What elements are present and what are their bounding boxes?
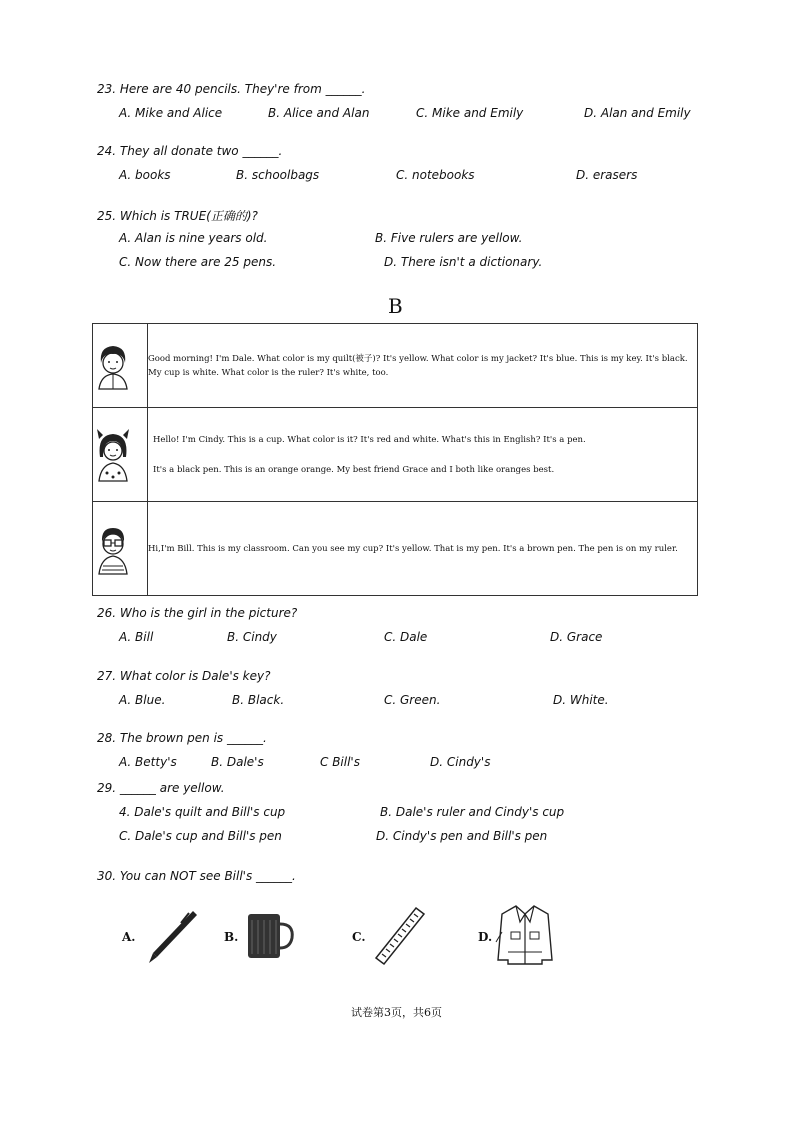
q28-option-a[interactable]: A. Betty's — [119, 755, 177, 769]
dale-portrait — [93, 324, 148, 408]
cindy-line-1: Hello! I'm Cindy. This is a cup. What color is it? It's red and white. What's this in English? It's a pen. — [153, 434, 586, 445]
question-26: 26. Who is the girl in the picture? — [97, 606, 298, 620]
q23-option-d[interactable]: D. Alan and Emily — [584, 106, 691, 120]
bill-text: Hi,I'm Bill. This is my classroom. Can you see my cup? It's yellow. That is my pen. It's a brown pen. The pen is on my ruler. — [148, 502, 698, 596]
q26-option-c[interactable]: C. Dale — [384, 630, 428, 644]
passage-table — [92, 323, 698, 596]
dale-text: Good morning! I'm Dale. What color is my quilt(被子)? It's yellow. What color is my jacket? It's blue. This is my key. It's black. My cup is white. What color is the ruler? It's white, too. — [148, 324, 698, 408]
question-23: 23. Here are 40 pencils. They're from ______. — [97, 82, 366, 96]
q26-option-d[interactable]: D. Grace — [550, 630, 603, 644]
q23-option-c[interactable]: C. Mike and Emily — [416, 106, 524, 120]
q30-option-c[interactable]: C. — [352, 930, 366, 944]
q30-option-b[interactable]: B. — [224, 930, 239, 944]
question-28: 28. The brown pen is ______. — [97, 731, 267, 745]
q29-option-d[interactable]: D. Cindy's pen and Bill's pen — [376, 829, 548, 843]
q27-option-c[interactable]: C. Green. — [384, 693, 441, 707]
q24-option-b[interactable]: B. schoolbags — [236, 168, 320, 182]
question-27: 27. What color is Dale's key? — [97, 669, 271, 683]
cindy-portrait — [93, 408, 148, 502]
cindy-text — [148, 408, 698, 502]
q30-option-a[interactable]: A. — [122, 930, 136, 944]
q30-option-d[interactable]: D. — [478, 930, 493, 944]
q25-option-b[interactable]: B. Five rulers are yellow. — [375, 231, 523, 245]
q25-option-c[interactable]: C. Now there are 25 pens. — [119, 255, 277, 269]
passage-row-bill — [93, 502, 698, 596]
question-24: 24. They all donate two ______. — [97, 144, 283, 158]
q29-option-c[interactable]: C. Dale's cup and Bill's pen — [119, 829, 282, 843]
q24-option-d[interactable]: D. erasers — [576, 168, 638, 182]
question-29: 29. ______ are yellow. — [97, 781, 225, 795]
q23-option-a[interactable]: A. Mike and Alice — [119, 106, 223, 120]
q25-option-d[interactable]: D. There isn't a dictionary. — [384, 255, 543, 269]
q28-option-c[interactable]: C Bill's — [320, 755, 360, 769]
pen-icon — [145, 907, 200, 967]
question-25: 25. Which is TRUE(正确的)? — [97, 209, 258, 223]
q27-option-a[interactable]: A. Blue. — [119, 693, 166, 707]
q23-option-b[interactable]: B. Alice and Alan — [268, 106, 370, 120]
ruler-icon — [374, 906, 426, 966]
q29-option-a[interactable]: 4. Dale's quilt and Bill's cup — [119, 805, 286, 819]
q26-option-b[interactable]: B. Cindy — [227, 630, 277, 644]
passage-row-cindy — [93, 408, 698, 502]
q24-option-a[interactable]: A. books — [119, 168, 171, 182]
passage-row-dale — [93, 324, 698, 408]
jacket-icon — [494, 902, 556, 968]
q24-option-c[interactable]: C. notebooks — [396, 168, 475, 182]
q28-option-b[interactable]: B. Dale's — [211, 755, 264, 769]
cup-icon — [244, 910, 296, 962]
section-heading: B — [388, 294, 403, 318]
q27-option-d[interactable]: D. White. — [553, 693, 609, 707]
bill-portrait — [93, 502, 148, 596]
q25-option-a[interactable]: A. Alan is nine years old. — [119, 231, 268, 245]
q26-option-a[interactable]: A. Bill — [119, 630, 154, 644]
page-footer: 试卷第3页，共6页 — [351, 1006, 442, 1019]
q27-option-b[interactable]: B. Black. — [232, 693, 285, 707]
q29-option-b[interactable]: B. Dale's ruler and Cindy's cup — [380, 805, 565, 819]
q28-option-d[interactable]: D. Cindy's — [430, 755, 491, 769]
cindy-line-2: It's a black pen. This is an orange orange. My best friend Grace and I both like oranges best. — [153, 464, 555, 475]
question-30: 30. You can NOT see Bill's ______. — [97, 869, 296, 883]
